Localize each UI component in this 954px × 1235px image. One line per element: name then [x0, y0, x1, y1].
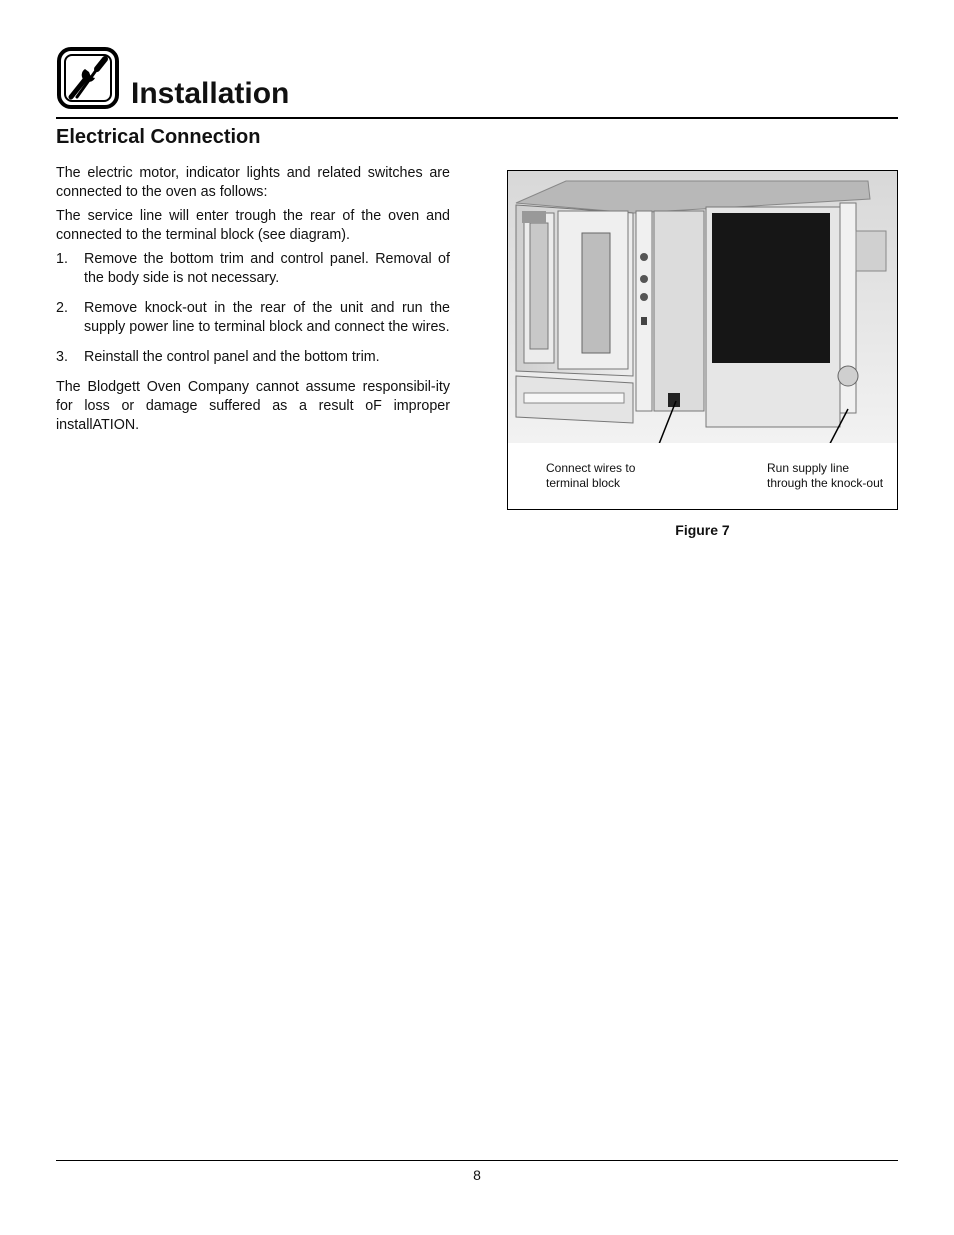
step-list	[56, 250, 450, 367]
step-text: Remove knock-out in the rear of the unit and run the supply power line to terminal block and connect the wires.	[84, 300, 450, 335]
callout-line: Connect wires to	[546, 461, 636, 475]
wrench-screwdriver-icon	[57, 47, 119, 109]
figure-caption: Figure 7	[675, 522, 730, 538]
oven-illustration	[508, 171, 897, 443]
header-rule	[56, 117, 898, 119]
intro-paragraph-2: The service line will enter trough the rear of the oven and connected to the terminal block (see diagram).	[56, 208, 450, 243]
callout-line: terminal block	[546, 476, 621, 490]
body-text	[56, 164, 450, 440]
step-text: Remove the bottom trim and control panel. Removal of the body side is not necessary.	[84, 251, 450, 286]
step-text: Reinstall the control panel and the bottom trim.	[84, 349, 380, 365]
figure-7	[507, 170, 898, 510]
disclaimer-paragraph: The Blodgett Oven Company cannot assume responsibil-ity for loss or damage suffered as a result oF improper installATION.	[56, 379, 450, 433]
page-title: Installation	[131, 77, 290, 110]
footer-rule	[56, 1160, 898, 1161]
section-title: Electrical Connection	[56, 126, 261, 148]
intro-paragraph-1: The electric motor, indicator lights and related switches are connected to the oven as follows:	[56, 165, 450, 200]
step-item	[56, 348, 450, 367]
callout-line: Run supply line	[767, 461, 850, 475]
callout-knock-out	[767, 461, 883, 491]
step-item	[56, 299, 450, 337]
step-number: 3.	[56, 349, 68, 365]
step-number: 1.	[56, 251, 68, 267]
step-item	[56, 250, 450, 288]
step-number: 2.	[56, 300, 68, 316]
callout-line: through the knock-out	[767, 476, 884, 490]
page-number: 8	[473, 1167, 481, 1183]
callout-terminal-block	[546, 461, 635, 491]
